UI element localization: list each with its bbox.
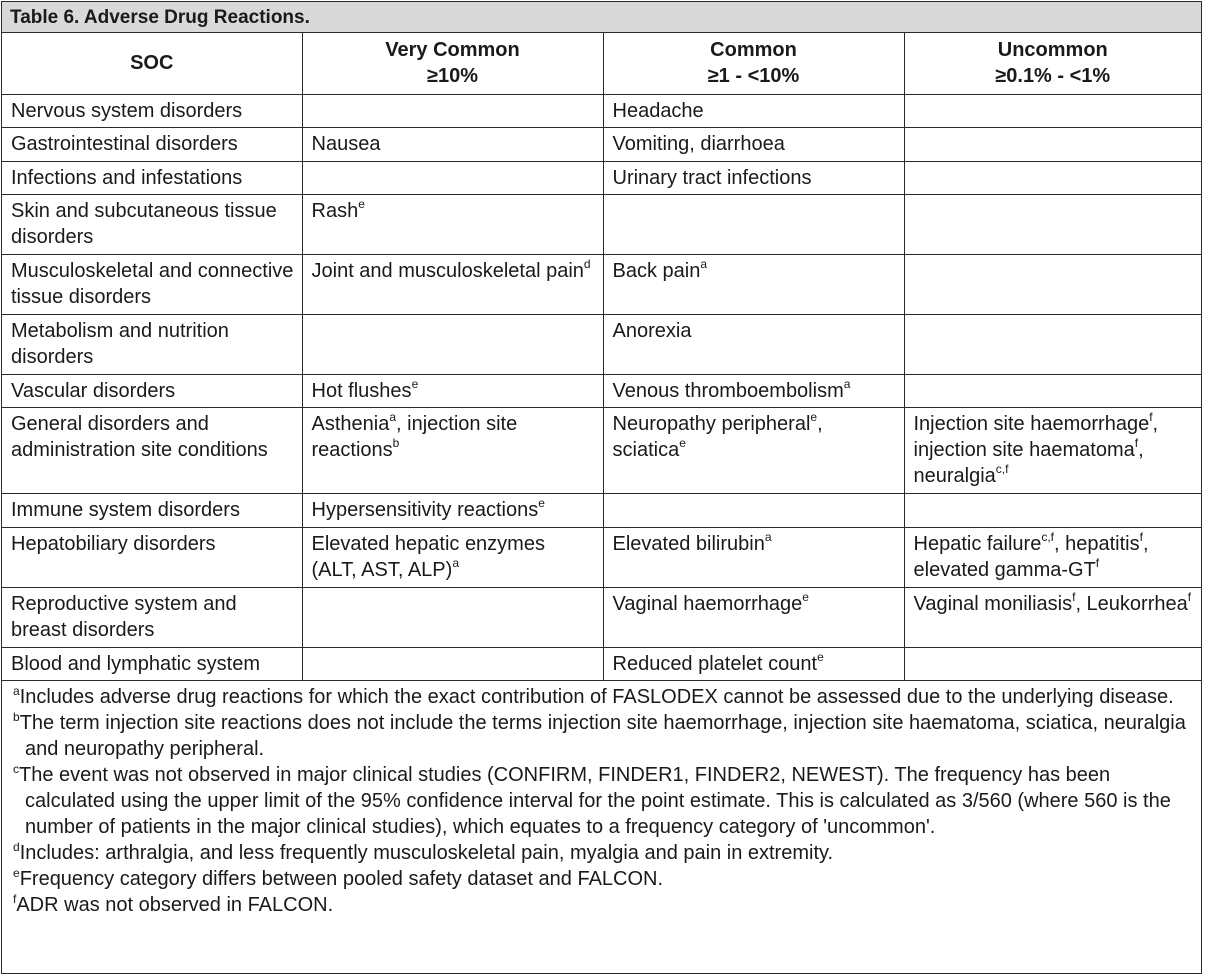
cell-text: Back pain	[612, 259, 701, 282]
cell-text: , hepatitis	[1054, 532, 1140, 555]
cell-footnote-mark: f	[1134, 435, 1139, 450]
footnote-d	[13, 840, 1191, 866]
table-row	[2, 254, 1201, 314]
cell-text: Metabolism and nutrition disorders	[11, 319, 229, 368]
table-row	[2, 314, 1201, 374]
cell-uncommon	[904, 194, 1201, 254]
cell-text: Nausea	[311, 132, 381, 155]
cell-text: , neuralgia	[913, 438, 1144, 487]
adverse-reactions-table-frame	[1, 1, 1202, 974]
cell-footnote-mark: d	[583, 256, 591, 271]
table-body	[2, 94, 1201, 680]
cell-text: , Leukorrhea	[1075, 592, 1188, 615]
table-row	[2, 194, 1201, 254]
footnote-mark: f	[13, 891, 17, 906]
cell-footnote-mark: f	[1149, 409, 1153, 424]
footnote-mark: e	[13, 865, 20, 880]
cell-footnote-mark: a	[700, 256, 708, 271]
cell-common	[603, 493, 904, 527]
table-row	[2, 161, 1201, 194]
cell-very-common	[302, 374, 603, 407]
cell-common	[603, 647, 904, 680]
cell-footnote-mark: f	[1139, 529, 1143, 544]
footnote-mark: d	[13, 839, 20, 854]
cell-uncommon	[904, 407, 1201, 493]
header-row	[2, 33, 1201, 94]
cell-text: Elevated bilirubin	[612, 532, 765, 555]
cell-text: Gastrointestinal disorders	[11, 132, 238, 155]
footnote-b	[13, 710, 1191, 762]
cell-uncommon	[904, 527, 1201, 587]
footnote-mark: c	[13, 761, 19, 776]
cell-footnote-mark: b	[392, 435, 400, 450]
cell-very-common	[302, 647, 603, 680]
cell-very-common	[302, 493, 603, 527]
cell-soc	[2, 314, 302, 374]
cell-text: Elevated hepatic enzymes (ALT, AST, ALP)	[311, 532, 545, 581]
footnote-text: ADR was not observed in FALCON.	[16, 893, 334, 916]
table-row	[2, 127, 1201, 161]
cell-uncommon	[904, 374, 1201, 407]
cell-common	[603, 254, 904, 314]
cell-text: Urinary tract infections	[612, 166, 812, 189]
cell-footnote-mark: a	[389, 409, 397, 424]
cell-text: Venous thromboembolism	[612, 379, 844, 402]
cell-text: Vascular disorders	[11, 379, 176, 402]
cell-very-common	[302, 161, 603, 194]
cell-text: Reduced platelet count	[612, 652, 818, 675]
footnote-a	[13, 684, 1191, 710]
footnote-text: Frequency category differs between pooled safety dataset and FALCON.	[19, 867, 664, 890]
cell-very-common	[302, 127, 603, 161]
cell-footnote-mark: a	[843, 376, 851, 391]
cell-uncommon	[904, 127, 1201, 161]
cell-text: Musculoskeletal and connective tissue disorders	[11, 259, 294, 308]
cell-soc	[2, 127, 302, 161]
footnote-mark: a	[13, 683, 20, 698]
cell-footnote-mark: a	[764, 529, 772, 544]
cell-soc	[2, 407, 302, 493]
cell-soc	[2, 527, 302, 587]
cell-text: Infections and infestations	[11, 166, 243, 189]
cell-text: Immune system disorders	[11, 498, 240, 521]
cell-footnote-mark: f	[1187, 589, 1192, 604]
cell-very-common	[302, 254, 603, 314]
cell-uncommon	[904, 587, 1201, 647]
cell-common	[603, 161, 904, 194]
cell-common	[603, 587, 904, 647]
cell-uncommon	[904, 94, 1201, 127]
cell-soc	[2, 493, 302, 527]
footnote-f	[13, 892, 1191, 918]
cell-uncommon	[904, 161, 1201, 194]
cell-footnote-mark: e	[817, 649, 824, 664]
cell-footnote-mark: a	[452, 555, 459, 570]
table-title: Table 6. Adverse Drug Reactions.	[2, 2, 1201, 33]
footnote-text: Includes: arthralgia, and less frequently musculoskeletal pain, myalgia and pain in extremity.	[19, 841, 834, 864]
cell-footnote-mark: c,f	[995, 461, 1009, 476]
footnotes	[2, 681, 1201, 918]
cell-text: Hypersensitivity reactions	[311, 498, 539, 521]
cell-footnote-mark: e	[810, 409, 818, 424]
cell-common	[603, 374, 904, 407]
table-row	[2, 587, 1201, 647]
cell-text: Hepatobiliary disorders	[11, 532, 216, 555]
footnote-text: Includes adverse drug reactions for which the exact contribution of FASLODEX cannot be assessed due to the underlying disease.	[19, 685, 1174, 708]
cell-common	[603, 407, 904, 493]
cell-common	[603, 314, 904, 374]
footnote-e	[13, 866, 1191, 892]
footnote-c	[13, 762, 1191, 840]
cell-footnote-mark: e	[679, 435, 686, 450]
adr-table	[2, 33, 1201, 681]
cell-footnote-mark: e	[802, 589, 809, 604]
cell-footnote-mark: f	[1095, 555, 1100, 570]
cell-text: Vaginal haemorrhage	[612, 592, 803, 615]
cell-uncommon	[904, 647, 1201, 680]
cell-soc	[2, 161, 302, 194]
cell-footnote-mark: e	[411, 376, 419, 391]
cell-uncommon	[904, 493, 1201, 527]
cell-text: , elevated gamma-GT	[913, 532, 1149, 581]
footnote-text: The event was not observed in major clinical studies (CONFIRM, FINDER1, FINDER2, NEWEST). The frequency has been calculated using the upper limit of the 95% confidence interval for the point estimate. This is calculated as 3/560 (where 560 is the number of patients in the major clinical studies), which equates to a frequency category of 'uncommon'.	[19, 763, 1171, 838]
cell-text: Joint and musculoskeletal pain	[311, 259, 584, 282]
header-uncommon: Uncommon ≥0.1% - <1%	[904, 33, 1201, 94]
cell-text: Hot flushes	[311, 379, 412, 402]
cell-text: General disorders and administration site conditions	[11, 412, 268, 461]
header-common: Common ≥1 - <10%	[603, 33, 904, 94]
cell-footnote-mark: e	[538, 495, 545, 510]
cell-text: , injection site haematoma	[913, 412, 1159, 461]
header-very-common: Very Common ≥10%	[302, 33, 603, 94]
cell-text: Vaginal moniliasis	[913, 592, 1073, 615]
table-row	[2, 374, 1201, 407]
cell-very-common	[302, 527, 603, 587]
cell-footnote-mark: e	[358, 196, 365, 211]
cell-text: , sciatica	[612, 412, 823, 461]
cell-very-common	[302, 587, 603, 647]
cell-text: Anorexia	[612, 319, 692, 342]
cell-very-common	[302, 314, 603, 374]
cell-text: Reproductive system and breast disorders	[11, 592, 237, 641]
header-soc: SOC	[2, 33, 302, 94]
table-row	[2, 94, 1201, 127]
cell-soc	[2, 194, 302, 254]
cell-text: Injection site haemorrhage	[913, 412, 1150, 435]
cell-footnote-mark: c,f	[1041, 529, 1055, 544]
cell-common	[603, 527, 904, 587]
cell-text: Hepatic failure	[913, 532, 1042, 555]
cell-soc	[2, 94, 302, 127]
cell-text: Headache	[612, 99, 704, 122]
cell-soc	[2, 374, 302, 407]
cell-very-common	[302, 194, 603, 254]
cell-uncommon	[904, 254, 1201, 314]
cell-common	[603, 94, 904, 127]
footnote-mark: b	[13, 709, 20, 724]
cell-text: Rash	[311, 199, 359, 222]
cell-text: Vomiting, diarrhoea	[612, 132, 785, 155]
cell-soc	[2, 587, 302, 647]
cell-text: Asthenia	[311, 412, 390, 435]
cell-soc	[2, 647, 302, 680]
table-row	[2, 407, 1201, 493]
cell-soc	[2, 254, 302, 314]
cell-very-common	[302, 94, 603, 127]
cell-footnote-mark: f	[1072, 589, 1076, 604]
footnote-text: The term injection site reactions does not include the terms injection site haemorrhage, injection site haematoma, sciatica, neuralgia and neuropathy peripheral.	[19, 711, 1186, 760]
cell-common	[603, 127, 904, 161]
cell-very-common	[302, 407, 603, 493]
cell-text: Blood and lymphatic system	[11, 652, 261, 675]
table-row	[2, 647, 1201, 680]
table-row	[2, 493, 1201, 527]
cell-text: Nervous system disorders	[11, 99, 243, 122]
cell-common	[603, 194, 904, 254]
table-row	[2, 527, 1201, 587]
cell-text: Skin and subcutaneous tissue disorders	[11, 199, 277, 248]
cell-text: Neuropathy peripheral	[612, 412, 811, 435]
cell-uncommon	[904, 314, 1201, 374]
cell-text: , injection site reactions	[311, 412, 518, 461]
